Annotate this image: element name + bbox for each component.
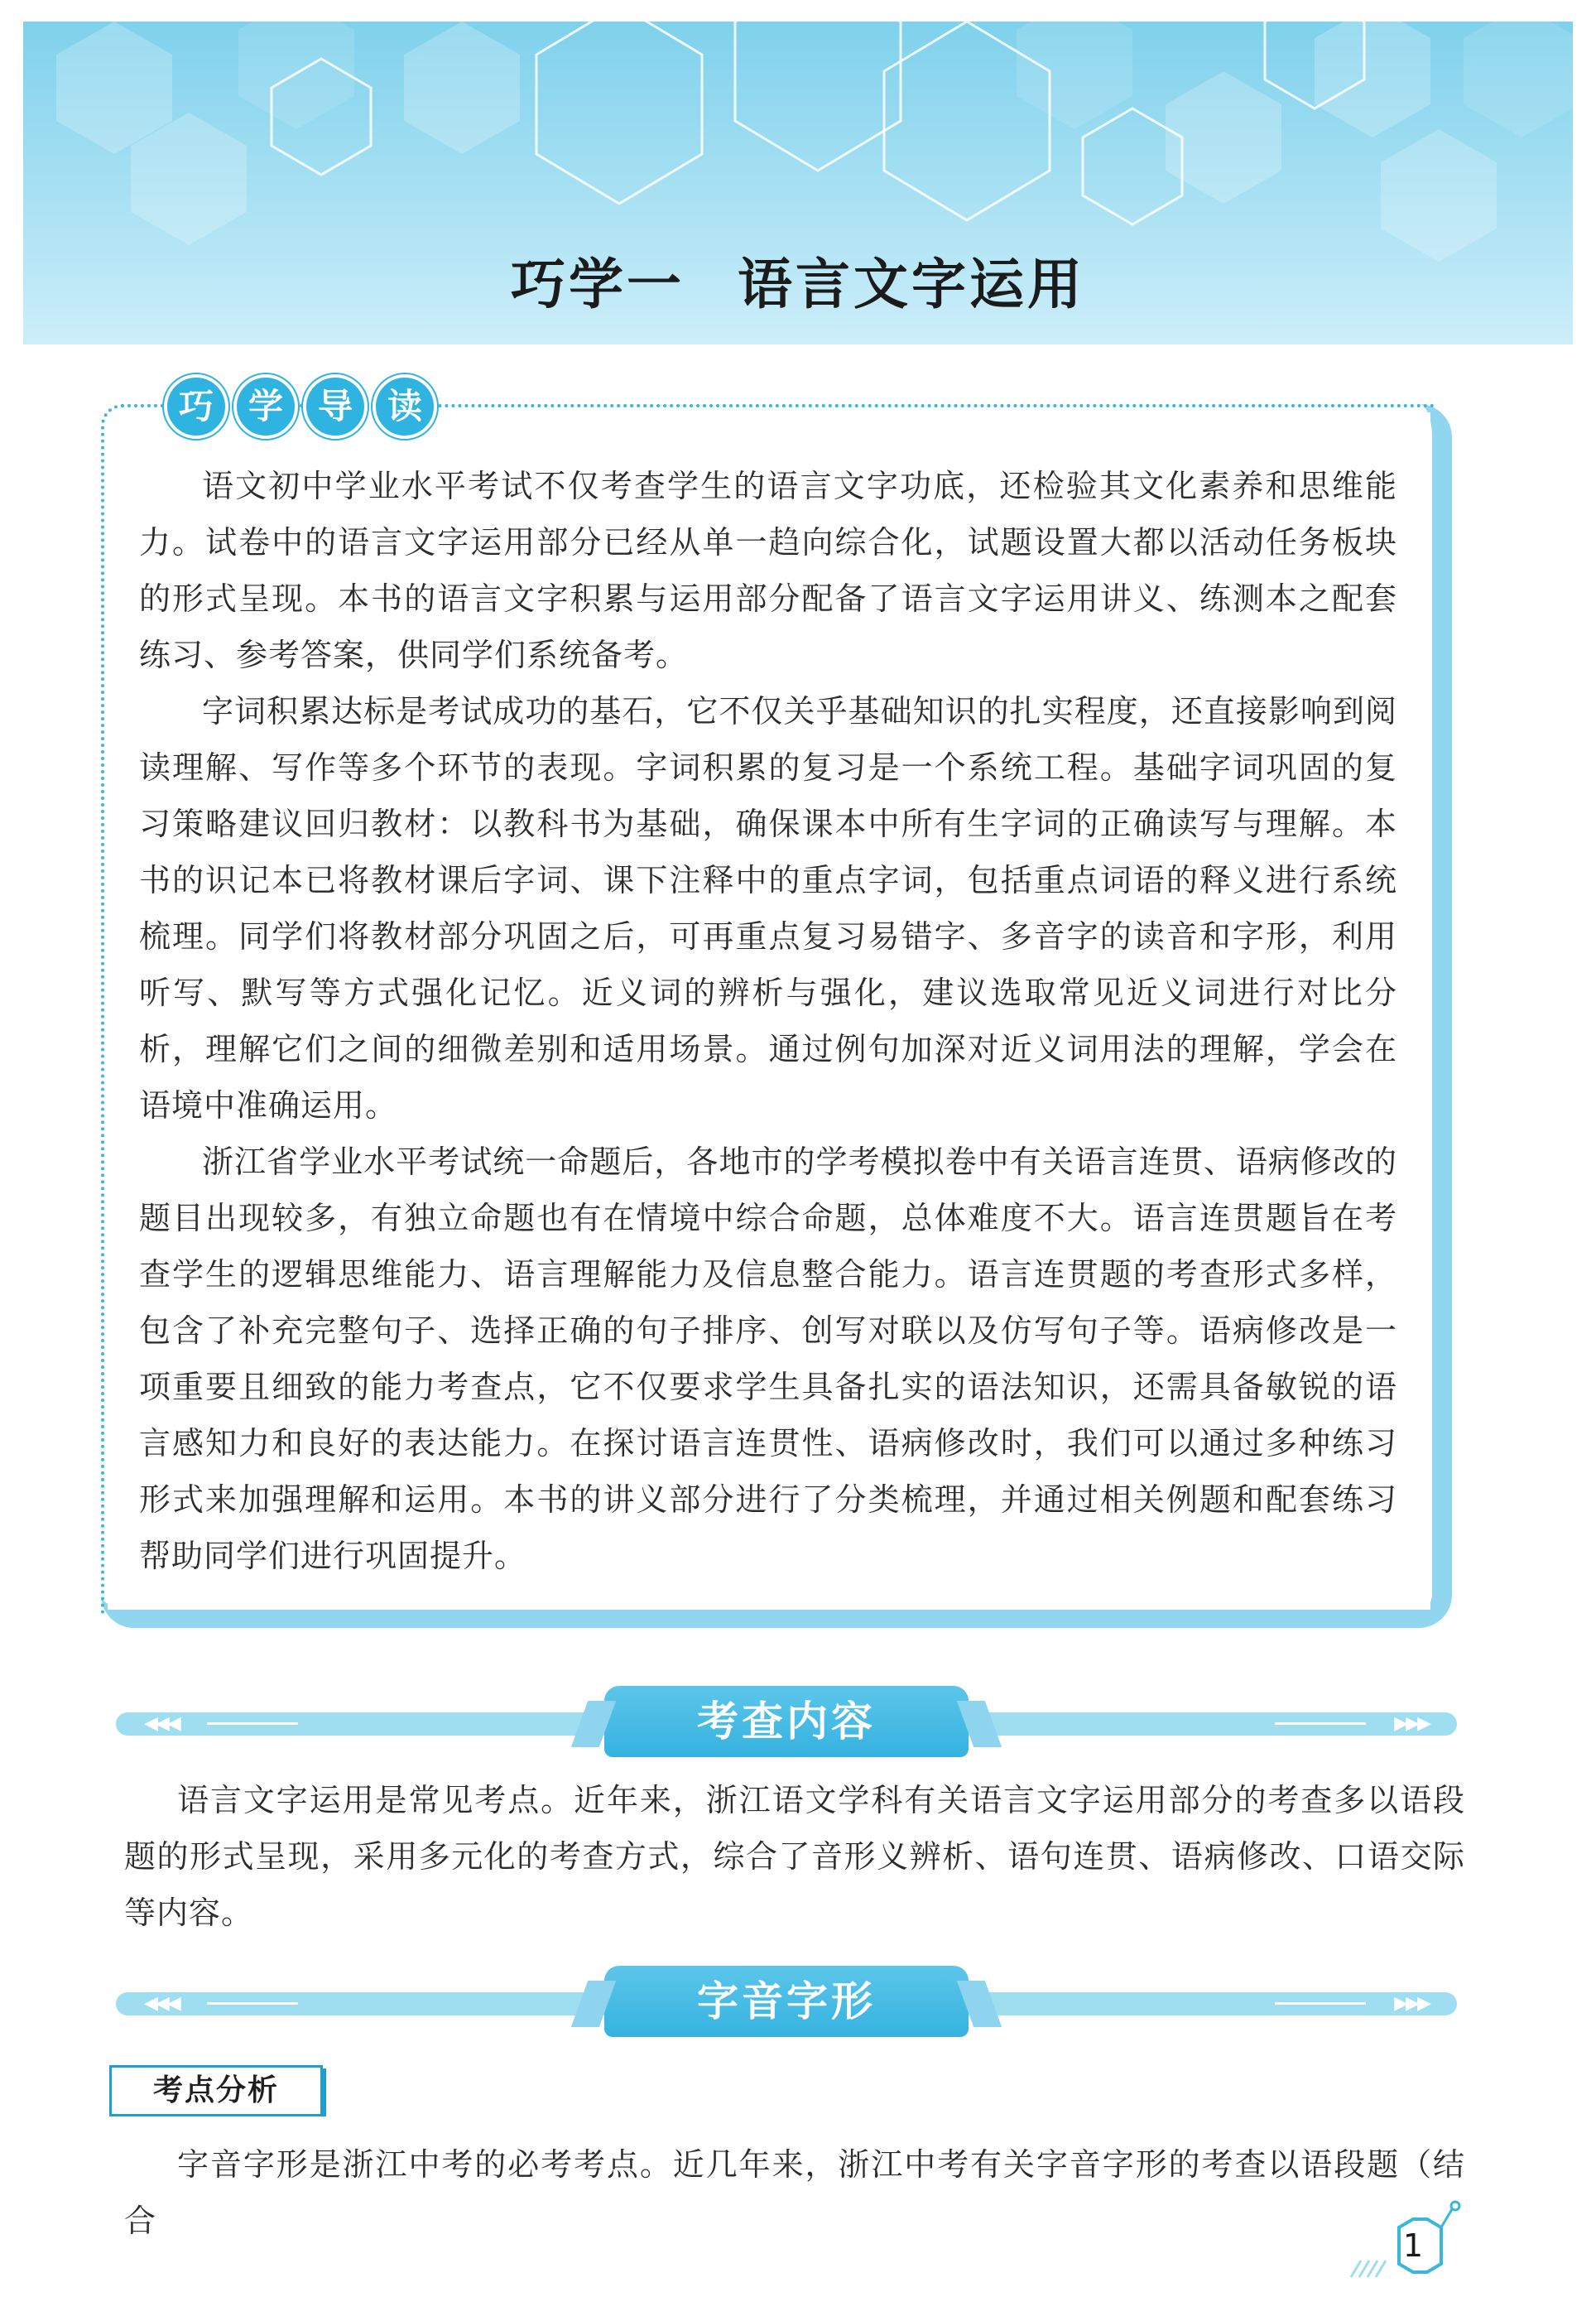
intro-paragraph: 字词积累达标是考试成功的基石，它不仅关乎基础知识的扎实程度，还直接影响到阅读理解、写作等多个环节的表现。字词积累的复习是一个系统工程。基础字词巩固的复习策略建议回归教材：以教科书为基础，确保课本中所有生字词的正确读写与理解。本书的识记本已将教材课后字词、课下注释中的重点字词，包括重点词语的释义进行系统梳理。同学们将教材部分巩固之后，可再重点复习易错字、多音字的读音和字形，利用听写、默写等方式强化记忆。近义词的辨析与强化，建议选取常见近义词进行对比分析，理解它们之间的细微差别和适用场景。通过例句加深对近义词用法的理解，学会在语境中准确运用。 <box>139 693 1397 1124</box>
intro-text <box>139 458 1397 1584</box>
section-bar-pronunciation-form <box>116 1977 1457 2025</box>
left-arrows-icon: ◀◀◀ <box>144 1993 179 2014</box>
intro-badge-char: 导 <box>303 374 368 439</box>
left-dash <box>207 1722 298 1725</box>
title-part-1: 巧学一 <box>511 252 685 316</box>
section2-paragraph: 字音字形是浙江中考的必考考点。近几年来，浙江中考有关字音字形的考查以语段题（结合 <box>124 2146 1465 2239</box>
intro-badge-char: 学 <box>233 374 298 439</box>
section1-text <box>124 1772 1465 1941</box>
section1-paragraph: 语言文字运用是常见考点。近年来，浙江语文学科有关语言文字运用部分的考查多以语段题的形式呈现，采用多元化的考查方式，综合了音形义辨析、语句连贯、语病修改、口语交际等内容。 <box>124 1782 1465 1931</box>
intro-paragraph: 浙江省学业水平考试统一命题后，各地市的学考模拟卷中有关语言连贯、语病修改的题目出现较多，有独立命题也有在情境中综合命题，总体难度不大。语言连贯题旨在考查学生的逻辑思维能力、语言理解能力及信息整合能力。语言连贯题的考查形式多样，包含了补充完整句子、选择正确的句子排序、创写对联以及仿写句子等。语病修改是一项重要且细致的能力考查点，它不仅要求学生具备扎实的语法知识，还需具备敏锐的语言感知力和良好的表达能力。在探讨语言连贯性、语病修改时，我们可以通过多种练习形式来加强理解和运用。本书的讲义部分进行了分类梳理，并通过相关例题和配套练习帮助同学们进行巩固提升。 <box>139 1144 1397 1574</box>
intro-badge <box>164 374 437 437</box>
page-title <box>0 240 1596 319</box>
right-arrows-icon: ▶▶▶ <box>1394 1993 1429 2014</box>
section2-text <box>124 2136 1465 2249</box>
right-dash <box>1275 1722 1366 1725</box>
section-bar-exam-content <box>116 1697 1457 1746</box>
intro-badge-char: 巧 <box>164 374 228 439</box>
title-part-2: 语言文字运用 <box>738 252 1085 316</box>
analysis-tag: 考点分析 <box>109 2065 323 2116</box>
right-dash <box>1275 2002 1366 2005</box>
intro-badge-char: 读 <box>373 374 437 439</box>
section-label: 字音字形 <box>604 1966 969 2037</box>
intro-paragraph: 语文初中学业水平考试不仅考查学生的语言文字功底，还检验其文化素养和思维能力。试卷中的语言文字运用部分已经从单一趋向综合化，试题设置大都以活动任务板块的形式呈现。本书的语言文字积累与运用部分配备了语言文字运用讲义、练测本之配套练习、参考答案，供同学们系统备考。 <box>139 468 1397 673</box>
page-number: 1 <box>1402 2227 1424 2264</box>
section-label: 考查内容 <box>604 1686 969 1757</box>
left-dash <box>207 2002 298 2005</box>
right-arrows-icon: ▶▶▶ <box>1394 1713 1429 1734</box>
left-arrows-icon: ◀◀◀ <box>144 1713 179 1734</box>
